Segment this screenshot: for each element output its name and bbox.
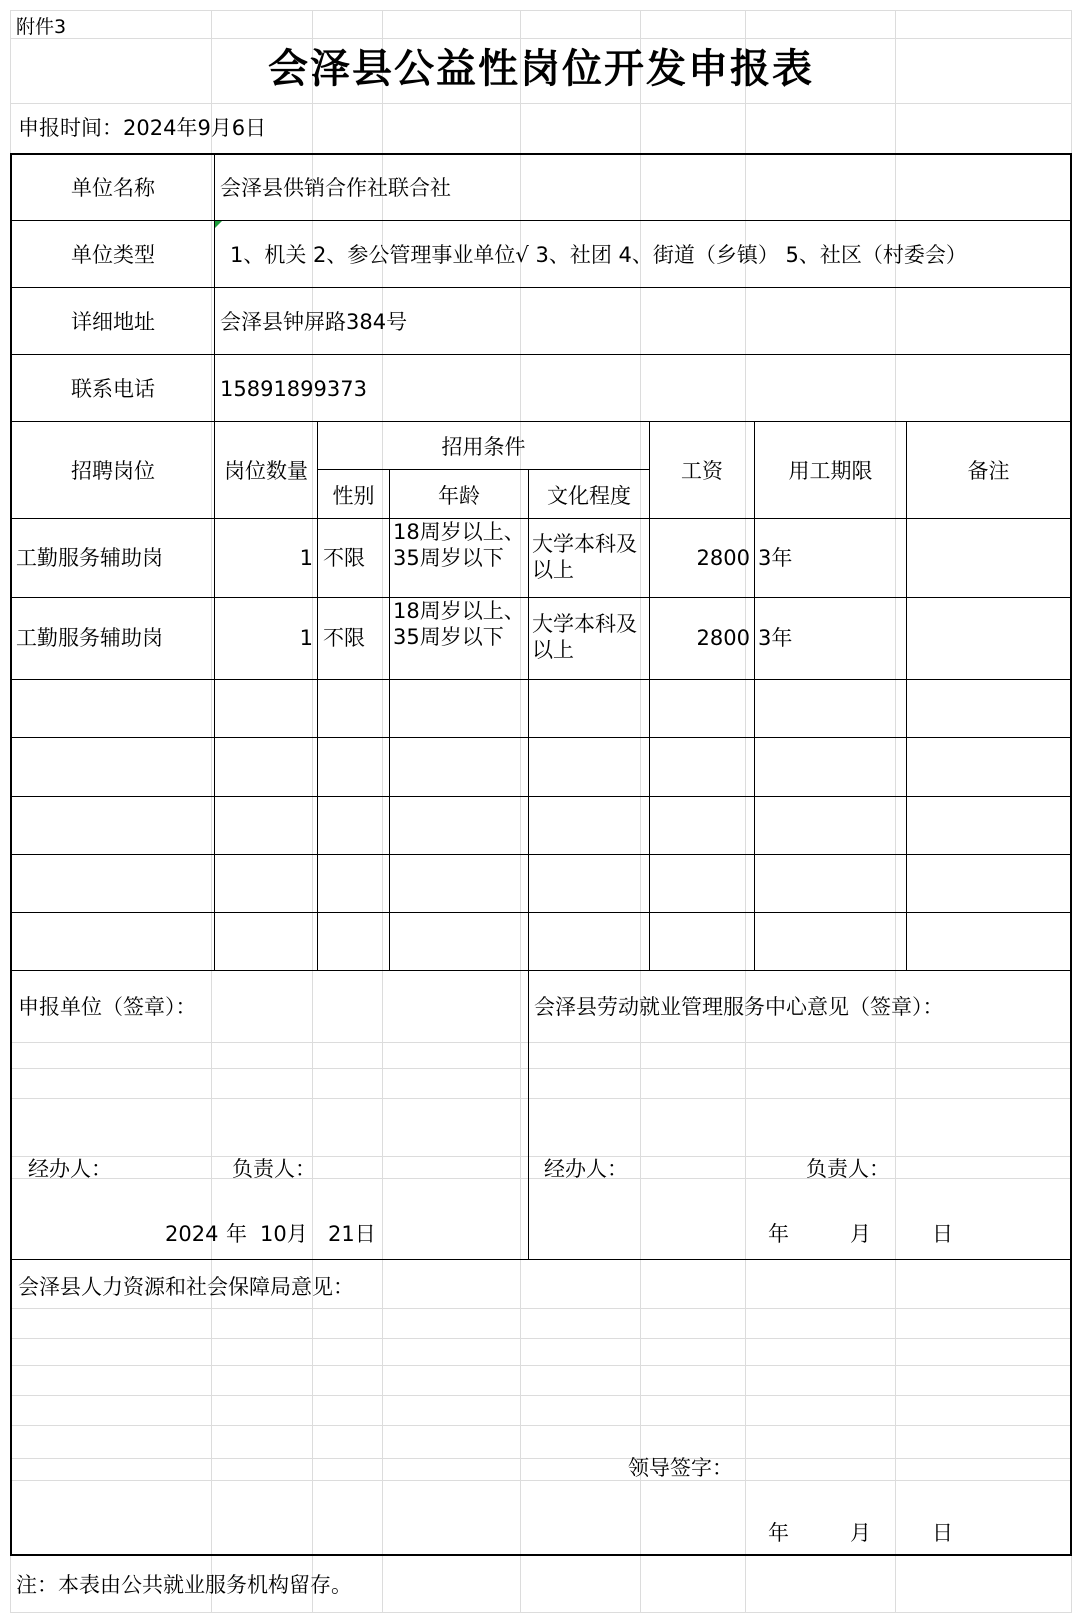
header-count: 岗位数量 xyxy=(224,459,308,483)
applicant-handler-label: 经办人： xyxy=(28,1157,112,1181)
applicant-date-month: 10月 xyxy=(260,1222,308,1246)
bureau-date-year: 年 xyxy=(768,1521,789,1545)
header-salary: 工资 xyxy=(681,459,723,483)
header-age: 年龄 xyxy=(438,484,480,508)
applicant-date-year-unit: 年 xyxy=(226,1222,247,1246)
address-value: 会泽县钟屏路384号 xyxy=(220,310,408,334)
row1-count: 1 xyxy=(299,546,313,570)
header-conditions: 招用条件 xyxy=(441,435,526,459)
phone-value: 15891899373 xyxy=(220,377,367,401)
unit-name-label: 单位名称 xyxy=(71,176,155,200)
row1-term: 3年 xyxy=(758,546,793,570)
row2-salary: 2800 xyxy=(696,626,750,650)
header-education: 文化程度 xyxy=(547,484,631,508)
header-term: 用工期限 xyxy=(788,459,873,483)
footnote: 注：本表由公共就业服务机构留存。 xyxy=(16,1573,352,1597)
applicant-date-day: 21日 xyxy=(328,1222,376,1246)
applicant-seal-label: 申报单位（签章）： xyxy=(18,995,197,1019)
bureau-opinion-label: 会泽县人力资源和社会保障局意见： xyxy=(18,1275,354,1299)
center-date-month: 月 xyxy=(850,1222,871,1246)
form-title: 会泽县公益性岗位开发申报表 xyxy=(268,46,814,92)
row1-salary: 2800 xyxy=(696,546,750,570)
unit-type-value: 1、机关 2、参公管理事业单位√ 3、社团 4、街道（乡镇） 5、社区（村委会） xyxy=(230,243,967,267)
row2-age: 18周岁以上、35周岁以下 xyxy=(393,599,525,649)
bureau-date-month: 月 xyxy=(850,1521,871,1545)
row2-gender: 不限 xyxy=(323,626,365,650)
row2-term: 3年 xyxy=(758,626,793,650)
center-opinion-label: 会泽县劳动就业管理服务中心意见（签章）： xyxy=(534,995,944,1019)
applicant-responsible-label: 负责人： xyxy=(232,1157,316,1181)
row1-age: 18周岁以上、35周岁以下 xyxy=(393,520,525,570)
center-responsible-label: 负责人： xyxy=(806,1157,890,1181)
center-handler-label: 经办人： xyxy=(544,1157,628,1181)
row2-count: 1 xyxy=(299,626,313,650)
bureau-date-day: 日 xyxy=(932,1521,953,1545)
row1-gender: 不限 xyxy=(323,546,365,570)
address-label: 详细地址 xyxy=(71,310,155,334)
applicant-date-year: 2024 xyxy=(165,1222,219,1246)
header-gender: 性别 xyxy=(332,484,375,508)
header-position: 招聘岗位 xyxy=(71,459,155,483)
attachment-label: 附件3 xyxy=(16,16,67,38)
row1-education: 大学本科及以上 xyxy=(532,532,637,582)
row2-education: 大学本科及以上 xyxy=(532,612,637,662)
center-date-day: 日 xyxy=(932,1222,953,1246)
leader-signature-label: 领导签字： xyxy=(628,1456,733,1480)
unit-type-label: 单位类型 xyxy=(71,243,155,267)
center-date-year: 年 xyxy=(768,1222,789,1246)
cell-comment-marker xyxy=(215,221,222,228)
row2-position: 工勤服务辅助岗 xyxy=(16,626,163,650)
unit-name-value: 会泽县供销合作社联合社 xyxy=(220,176,451,200)
header-remarks: 备注 xyxy=(967,459,1010,483)
phone-label: 联系电话 xyxy=(71,377,155,401)
report-date: 申报时间：2024年9月6日 xyxy=(18,116,267,140)
row1-position: 工勤服务辅助岗 xyxy=(16,546,163,570)
